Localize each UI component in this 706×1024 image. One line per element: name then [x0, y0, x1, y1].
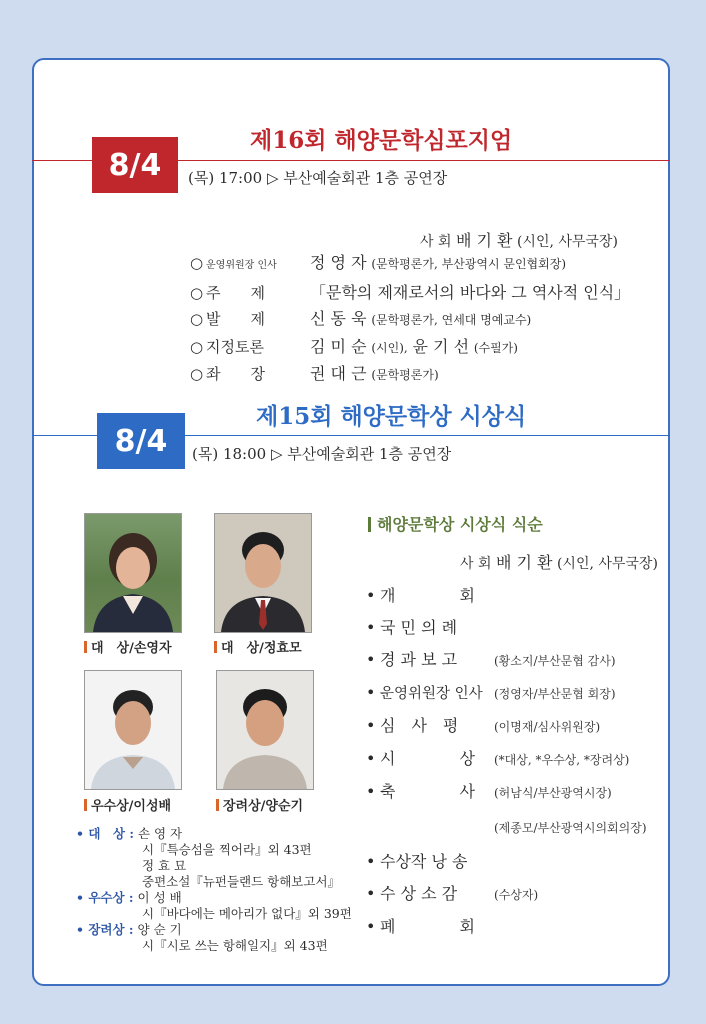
host-label: 사 회 [420, 234, 452, 250]
ceremony-item: • 운영위원장 인사 (정영자/부산문협 회장) [366, 683, 616, 702]
ceremony-heading: 해양문학상 시상식 식순 [368, 512, 543, 535]
ceremony-item: • 심 사 평 (이명재/심사위원장) [366, 716, 601, 735]
program-item: ○ 운영위원장 인사 정 영 자 (문학평론가, 부산광역시 문인협회장) [190, 253, 567, 272]
woman-portrait-icon [85, 514, 181, 632]
winner-work: 시『시로 쓰는 항해일지』외 43편 [142, 938, 328, 953]
event2-title: 제15회 해양문학상 시상식 [256, 403, 527, 430]
man-portrait-photo [214, 513, 312, 633]
ceremony-item: • 국 민 의 례 [366, 618, 458, 637]
winner-work: 중편소설『뉴펀들랜드 항해보고서』 [142, 874, 341, 889]
event1-date-badge: 8/4 [92, 137, 178, 193]
ceremony-item: • 폐 회 [366, 917, 475, 936]
ceremony-item: • 경 과 보 고 (황소지/부산문협 감사) [366, 650, 616, 669]
event1-title: 제16회 해양문학심포지엄 [250, 127, 513, 154]
man-portrait-photo [216, 670, 314, 790]
photo-caption: 장려상/양순기 [216, 795, 303, 814]
host-name: 배 기 환 [455, 231, 513, 250]
ceremony-item: • 개 회 [366, 586, 475, 605]
photo-caption: 우수상/이성배 [84, 795, 171, 814]
winner-row: • 우수상 : 이 성 배 [76, 890, 182, 905]
ceremony-item: • 수상작 낭 송 [366, 852, 468, 871]
winner-list [76, 826, 352, 954]
ceremony-host: 사 회 배 기 환 (시인, 사무국장) [460, 553, 658, 572]
man-portrait-icon [217, 671, 313, 789]
event1-host [420, 228, 618, 251]
winner-row: • 장려상 : 양 순 기 [76, 922, 182, 937]
ceremony-item: • 축 사 (허남식/부산광역시장) [366, 782, 612, 801]
host-note: (시인, 사무국장) [516, 234, 618, 250]
ceremony-item: (제종모/부산광역시의회의장) [494, 821, 647, 835]
event1-program-list [190, 250, 630, 389]
ceremony-item: • 수 상 소 감 (수상자) [366, 884, 539, 903]
winner-row: 정 효 묘 [142, 858, 187, 873]
program-item: ○ 지정토론 김 미 순 (시인), 윤 기 선 (수필가) [190, 336, 518, 356]
man-portrait-icon [215, 514, 311, 632]
photo-caption: 대 상/정효모 [214, 637, 302, 656]
man-portrait-icon [85, 671, 181, 789]
event2-venue: (목) 18:00 ▷ 부산예술회관 1층 공연장 [192, 445, 452, 463]
photo-caption: 대 상/손영자 [84, 637, 172, 656]
program-item: ○ 발 제 신 동 욱 (문학평론가, 연세대 명예교수) [190, 309, 532, 328]
ceremony-item: • 시 상 (*대상, *우수상, *장려상) [366, 749, 630, 768]
program-item: ○ 주 제 「문학의 제재로서의 바다와 그 역사적 인식」 [190, 282, 631, 302]
winner-row: • 대 상 : 손 영 자 [76, 826, 183, 841]
woman-portrait-photo [84, 513, 182, 633]
winner-work: 시『바다에는 메아리가 없다』외 39편 [142, 906, 352, 921]
event2-date-badge: 8/4 [97, 413, 185, 469]
program-item: ○ 좌 장 권 대 근 (문학평론가) [190, 364, 439, 383]
man-portrait-photo [84, 670, 182, 790]
winner-work: 시『특승섬을 찍어라』외 43편 [142, 842, 312, 857]
event1-venue: (목) 17:00 ▷ 부산예술회관 1층 공연장 [188, 169, 448, 187]
ceremony-list [366, 580, 647, 943]
